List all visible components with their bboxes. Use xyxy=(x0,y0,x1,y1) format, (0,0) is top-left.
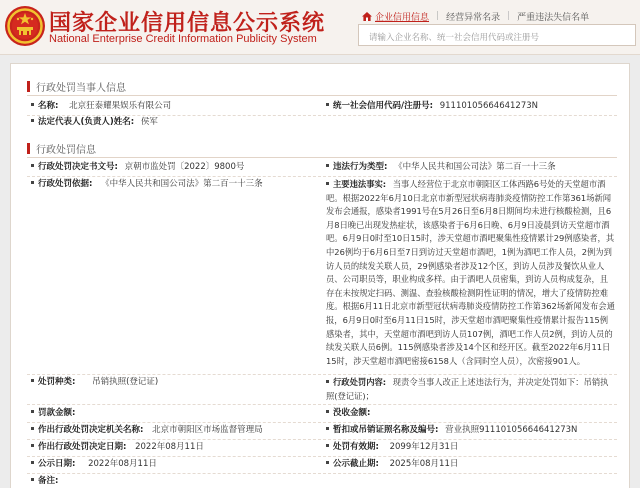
field-publish-period: 公示截止期: 2025年08月11日 xyxy=(326,458,458,471)
section-title-penalty: 行政处罚信息 xyxy=(27,141,96,156)
main-content xyxy=(10,63,630,488)
field-penalty-basis: 行政处罚依据: 《中华人民共和国公司法》第二百一十三条 xyxy=(31,178,263,191)
field-decision-no: 行政处罚决定书文号: 京朝市监处罚〔2022〕9800号 xyxy=(31,161,244,174)
field-confiscation-amount: 没收金额: xyxy=(326,407,374,420)
nav-enterprise-credit[interactable] xyxy=(362,10,429,23)
field-penalty-content: 行政处罚内容: 现责令当事人改正上述违法行为，并决定处罚如下：吊销执照(登记证)； xyxy=(326,377,609,401)
field-revoked-license: 暂扣或吊销证照名称及编号: 营业执照91110105664641273N xyxy=(326,424,577,437)
row-separator xyxy=(27,473,617,474)
home-icon xyxy=(362,12,372,21)
field-credit-code: 统一社会信用代码/注册号: 91110105664641273N xyxy=(326,100,538,113)
field-violation-type: 违法行为类型: 《中华人民共和国公司法》第二百一十三条 xyxy=(326,161,556,174)
nav-serious-violation-list[interactable]: 严重违法失信名单 xyxy=(517,12,590,23)
top-navigation xyxy=(362,9,638,23)
field-penalty-period: 处罚有效期: 2099年12月31日 xyxy=(326,441,458,454)
nav-label: 企业信用信息 xyxy=(375,12,430,23)
search-input[interactable] xyxy=(359,28,635,48)
section-title-party: 行政处罚当事人信息 xyxy=(27,79,126,94)
field-legal-rep: 法定代表人(负责人)姓名: 侯军 xyxy=(31,116,158,129)
national-emblem-icon xyxy=(4,5,46,47)
section-divider xyxy=(27,95,617,96)
nav-separator: | xyxy=(436,11,440,21)
field-publish-date: 公示日期: 2022年08月11日 xyxy=(31,458,157,471)
nav-abnormal-list[interactable]: 经营异常名录 xyxy=(446,12,501,23)
section-marker xyxy=(27,81,30,92)
site-subtitle: National Enterprise Credit Information Publicity System xyxy=(49,33,317,45)
field-penalty-type: 处罚种类: 吊销执照(登记证) xyxy=(31,376,158,389)
field-name: 名称: 北京狂泰耀果娱乐有限公司 xyxy=(31,100,171,113)
field-fine-amount: 罚款金额: xyxy=(31,407,79,420)
row-separator xyxy=(27,374,617,375)
nav-separator: | xyxy=(507,11,511,21)
section-divider xyxy=(27,157,617,158)
field-decision-date: 作出行政处罚决定日期: 2022年08月11日 xyxy=(31,441,204,454)
field-authority: 作出行政处罚决定机关名称: 北京市朝阳区市场监督管理局 xyxy=(31,424,263,437)
row-separator xyxy=(27,456,617,457)
row-separator xyxy=(27,176,617,177)
row-separator xyxy=(27,422,617,423)
site-title: 国家企业信用信息公示系统 xyxy=(49,11,326,36)
row-separator xyxy=(27,404,617,405)
field-violation-facts: 主要违法事实: 当事人经营位于北京市朝阳区工体西路6号处的天堂超市酒吧。根据2022年6月10日北京市新型冠状病毒肺炎疫情防控工作第361场新闻发布会通报，感染者1991号在5月26日至6月8日期间均未进行核酸检测，且6月8日晚已出现发热症状，该感染者于6月6日晚、6月9日凌晨到访天堂超市酒吧。6月9日0时至10日15时，涉天堂超市酒吧聚集性疫情累计29例感染者，其中26例均于6月6日至7日到访过天堂超市酒吧，1例为酒吧工作人员，2例为到访人员的续发关联人员，29例感染者涉及12个区，到访人员涉及餐饮从业人员、公司职员等，职业构成多样。由于酒吧人员密集，到访人员构成复杂，且存在未按规定扫码、测温、查验核酸检测阴性证明的情况，增大了疫情防控难度。根据6月11日北京市新型冠状病毒肺炎疫情防控工作第362场新闻发布会通报，6月9日0时至6月11日15时，涉天堂超市酒吧聚集性疫情累计报告115例感染者，其中，天堂超市酒吧到访人员107例，酒吧工作人员2例，到访人员的续发关联人员6例。115例感染者涉及14个区和经开区。截至2022年6月11日15时，涉天堂超市酒吧密接6158人（含同时空人员），次密接901人。 xyxy=(326,179,615,366)
search-box xyxy=(358,24,636,46)
site-header xyxy=(0,0,640,55)
row-separator xyxy=(27,439,617,440)
section-marker xyxy=(27,143,30,154)
field-remarks: 备注: xyxy=(31,475,62,488)
